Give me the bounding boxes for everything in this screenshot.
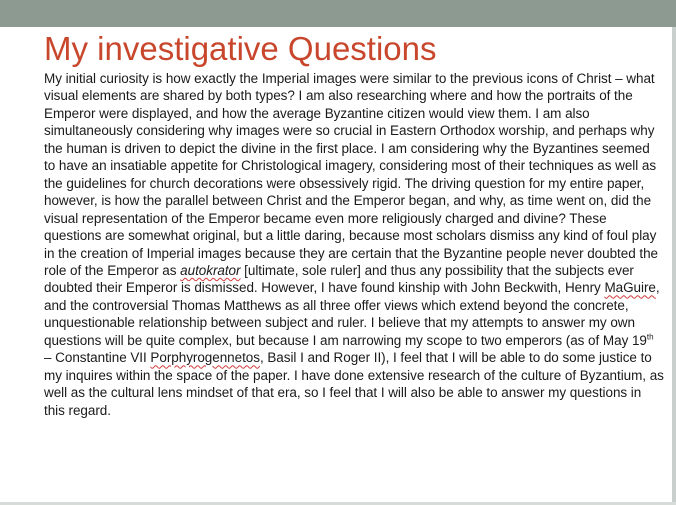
body-text-part-2: [ultimate, sole ruler] and thus any possibility that the subjects ever doubted their Emperor is dismissed. However, I have found kinship with John Beckwith, Henry <box>44 262 634 296</box>
body-text-part-5: , Basil I and Roger II), I feel that I will be able to do some justice to my inquires within the space of the paper. I have done extensive research of the culture of Byzantium, as well as the cultural lens mindset of that era, so I feel that I will also be able to answer my questions in this regard. <box>44 350 664 418</box>
slide-edge-right <box>672 27 676 505</box>
body-text-part-3: , and the controversial Thomas Matthews as all three offer views which extend beyond the concrete, unquestionable relationship between subject and ruler. I believe that my attempts to answer my own questions will be quite complex, but because I am narrowing my scope to two emperors (as of May 19 <box>44 280 660 348</box>
italic-term-autokrator: autokrator <box>180 262 241 278</box>
flagged-word-maguire: MaGuire <box>604 280 656 296</box>
body-text-part-4: – Constantine VII <box>44 350 151 366</box>
ordinal-superscript: th <box>646 332 654 342</box>
slide-top-band <box>0 0 676 27</box>
slide-body-text[interactable] <box>44 70 664 419</box>
flagged-word-porphyrogennetos: Porphyrogennetos <box>150 350 260 366</box>
body-text-part-1: My initial curiosity is how exactly the Imperial images were similar to the previous icons of Christ – what visual elements are shared by both types? I am also researching where and how the portraits of the Emperor were displayed, and how the average Byzantine citizen would view them. I am also simultaneously considering why images were so crucial in Eastern Orthodox worship, and perhaps why the human is driven to depict the divine in the first place. I am considering why the Byzantines seemed to have an insatiable appetite for Christological imagery, considering most of their techniques as well as the guidelines for church decorations were obsessively rigid. The driving question for my entire paper, however, is how the parallel between Christ and the Emperor began, and why, as time went on, did the visual representation of the Emperor became even more religiously charged and divine? These questions are somewhat original, but a little daring, because most scholars dismiss any kind of foul play in the creation of Imperial images because they are certain that the Byzantine people never doubted the role of the Emperor as <box>44 71 658 278</box>
slide-title[interactable]: My investigative Questions <box>44 30 437 67</box>
slide <box>0 27 672 502</box>
